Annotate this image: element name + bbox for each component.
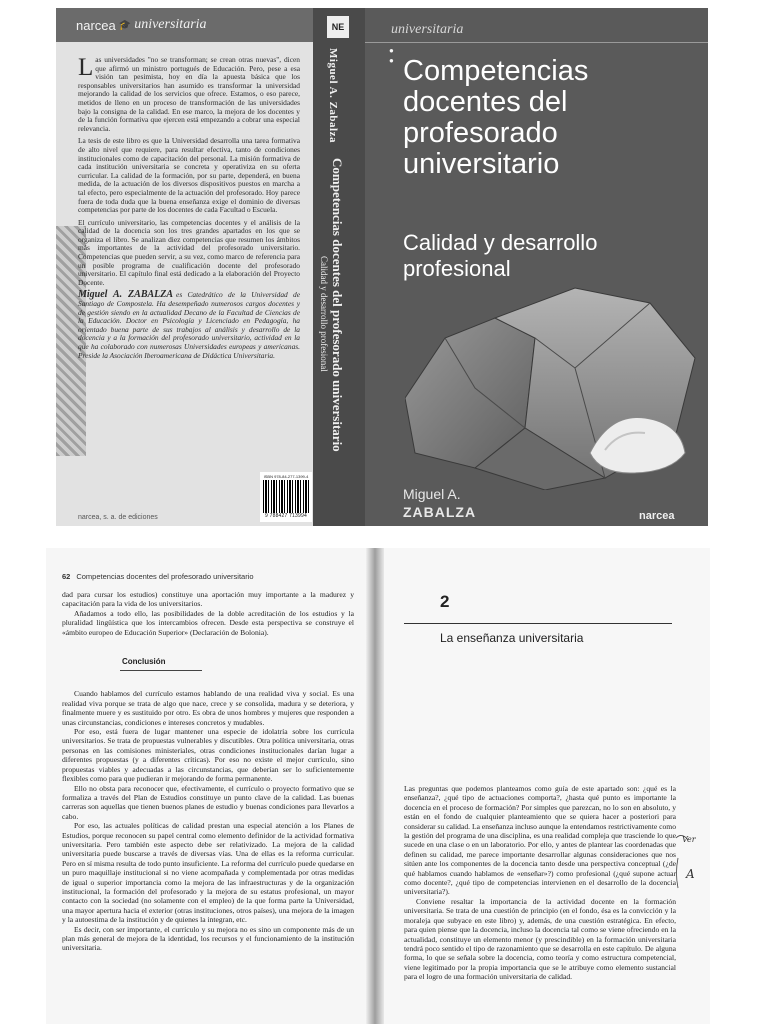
body-paragraph: Por eso, está fuera de lugar mantener una especie de idolatría sobre los currícula universitarios. Se trata de propuestas vulnerables y discutibles. Otra política universitaria, otras personas en las comisiones ministeriales, otras condiciones institucionales darían lugar a diferentes propuestas (y a diferentes críticas). Por eso no existe el mejor currículo, sino propuestas viables y adecuadas a las circunstancias, que deberían ser lo suficientemente flexibles como para que pudieran ir mejorando de forma permanente. [62, 727, 354, 784]
blurb-paragraph [78, 56, 300, 133]
book-spine [313, 8, 365, 526]
back-cover-blurb [78, 56, 300, 364]
spine-title: Competencias docentes del profesorado universitario [330, 158, 345, 452]
series-name: universitaria [134, 17, 207, 32]
spine-author: Miguel A. Zabalza [327, 48, 339, 143]
graduation-cap-icon: 🎓 [118, 19, 132, 31]
chapter-rule [404, 623, 672, 624]
left-page [46, 548, 374, 1024]
book-cover-scan [56, 8, 708, 526]
back-cover [56, 8, 313, 526]
barcode [260, 472, 312, 522]
body-paragraph: Cuando hablamos del currículo estamos hablando de una realidad viva y social. Es una realidad viva porque se trata de algo que nace, crece y se consolida, madura y se deteriora, y finalmente muere y es sustituido por otro. Es obra de unos hombres y mujeres que responden a unas circunstancias, condiciones e intereses concretos y mudables. [62, 689, 354, 727]
chapter-title: La enseñanza universitaria [440, 631, 584, 645]
author-name: Miguel A. ZABALZA [78, 289, 174, 301]
blurb-paragraph-text: as universidades "no se transforman; se crean otras nuevas", dicen que afirmó un ministro portugués de Educación. Pero, pese a esa visión tan pesimista, hoy en día la apuesta básica que los responsables universitarios han asumido es transformar la universidad mejorando la calidad de los servicios que ofrece. Estamos, o eso parece, metidos de lleno en un proceso de transformación de las universidades bajo la consigna de la calidad. En ese marco, la mejora de los docentes y de la función formativa que ejercen está empezando a cobrar una especial relevancia. [78, 55, 300, 133]
spine-subtitle: Calidad y desarrollo profesional [319, 256, 329, 372]
blurb-paragraph: La tesis de este libro es que la Universidad desarrolla una tarea formativa de alto nivel que requiere, para resultar efectiva, tanto de condiciones institucionales como de capacitación del personal. La misión formativa de cada institución universitaria se concreta y operativiza en su oferta curricular. La calidad de la formación, por su parte, dependerá, en buena medida, de la actuación de los diversos dispositivos puestos en marcha a tal efecto, pero especialmente de la actuación del profesorado. Hoy parece fuera de toda duda que la buena enseñanza exige el dominio de diversas competencias por parte de los docentes de cada Facultad o Escuela. [78, 136, 300, 215]
margin-note-text: Ver [682, 835, 696, 844]
body-paragraph: dad para cursar los estudios) constituye una aportación muy importante a la madurez y capacitación para la vida de los universitarios. [62, 590, 354, 609]
back-cover-header-bar [56, 8, 313, 42]
body-paragraph: Las preguntas que podemos planteamos como guía de este apartado son: ¿qué es la enseñanza?, ¿qué tipo de actuaciones comporta?, ¿hasta qué punto es importante la docencia en el proceso de formación? Por simples que parezcan, no lo son en absoluto, y están en el fondo de cualquier planteamiento que se quiera hacer a posteriori para considerar su calidad. La enseñanza incluso aunque la entendamos restrictivamente como la gestión del programa de una disciplina, es una realidad compleja que trasciende lo que sucede en una clase o en un laboratorio. Por ello, y antes de plantear las coordenadas que definen su calidad, me parece importante desarrollar algunas consideraciones que nos sitúen ante los componentes de la docencia tanto desde una perspectiva conceptual (¿de qué hablamos cuando hablamos de «enseñar»?) como profesional (¿qué supone actuar como docente?, ¿qué tipo de competencias intervienen en el desarrollo de la docencia universitaria?). [404, 784, 676, 897]
section-heading: Conclusión [122, 657, 166, 667]
book-subtitle: Calidad y desarrollo profesional [403, 230, 598, 281]
front-series-name: universitaria [391, 22, 464, 37]
isbn-text: ISBN 978-84-277-1399-4 [263, 474, 309, 479]
front-author-first: Miguel A. [403, 486, 461, 502]
right-page-body [404, 784, 676, 982]
publisher-brand: narcea [76, 17, 116, 33]
barcode-number: 9 788427 713994 [265, 513, 307, 519]
body-paragraph: Ello no obsta para reconocer que, efectivamente, el currículo o proyecto formativo que se formaliza a través del Plan de Estudios constituye un punto clave de la calidad. Las buenas carreras son aquellas que tienen buenos planes de estudio y buenas condiciones para llevarlos a cabo. [62, 783, 354, 821]
bullet-dots-icon: ● ● [389, 46, 394, 65]
section-rule [120, 670, 202, 671]
blurb-paragraph: El currículo universitario, las competencias docentes y el análisis de la calidad de la docencia son los tres grandes apartados en los que se organiza el libro. Se analizan diez competencias que resumen los ámbitos más importantes de la actividad del profesorado universitario. Competencias que pueden servir, a su vez, como marco de referencia para un posible programa de cualificación docente del profesorado universitario. El capítulo final está dedicado a la elaboración del Proyecto Docente. [78, 217, 300, 287]
book-title: Competencias docentes del profesorado universitario [403, 55, 589, 180]
book-gutter [366, 548, 384, 1024]
page-number: 62 [62, 572, 71, 581]
body-paragraph: Conviene resaltar la importancia de la actividad docente en la formación universitaria. Se trata de una cuestión de principio (en el fondo, ésa es la convicción y la moraleja que subyace en este libro) y, además, de una cuestión estratégica. En efecto, para quien piense que la docencia, incluso la docencia tal como se viene ofreciendo en la actualidad, constituye un elemento menor (y prescindible) en la formación universitaria tendrá poco sentido el tipo de razonamiento que se desarrolla en este capítulo. De alguna forma, lo que se señala sobre la docencia, como teoría y como estructura competencial, viene legitimado por la propia importancia que se le atribuye como elemento sustancial para el logro de una formación universitaria de calidad. [404, 896, 676, 982]
author-bio-text: es Catedrático de la Universidad de Santiago de Compostela. Ha desempeñado numerosos cargos docentes y de gestión siendo en la actualidad Decano de la Facultad de Ciencias de la Educación. Doctor en Psicología y Licenciado en Pedagogía, ha orientado buena parte de sus trabajos al análisis y desarrollo de la docencia y a la formación del profesorado universitario, actividad en la que ha colaborado con numerosas Universidades europeas y americanas. Preside la Asociación Iberoamericana de Didáctica Universitaria. [78, 290, 300, 360]
author-bio [78, 291, 300, 360]
open-book-scan [46, 548, 710, 1024]
front-author-last: ZABALZA [403, 504, 477, 520]
series-divider [365, 42, 708, 43]
body-paragraph: Es decir, con ser importante, el currículo y su mejora no es sino un componente más de un plan más general de mejora de la identidad, los recursos y el funcionamiento de la institución universitaria. [62, 924, 354, 953]
front-cover [365, 8, 708, 526]
stone-illustration [405, 278, 705, 490]
margin-note-text: A [686, 867, 695, 881]
right-page [384, 548, 710, 1024]
running-head [62, 572, 254, 581]
handwritten-margin-notes [674, 828, 710, 908]
barcode-lines [263, 480, 309, 513]
chapter-number: 2 [440, 592, 450, 611]
front-publisher: narcea [639, 510, 675, 522]
running-head-title: Competencias docentes del profesorado universitario [76, 572, 254, 581]
left-page-body [62, 590, 354, 953]
body-paragraph: Por eso, las actuales políticas de calidad prestan una especial atención a los Planes de Estudios, porque reconocen su papel central como elemento definidor de la actividad formativa universitaria. Pero también este aspecto debe ser relativizado. La mejora de la calidad universitaria puede buscarse a través de diversas vías. Una de ellas es la reforma curricular. Pero en sí misma resulta de todo punto insuficiente. La reforma del currículo puede quedarse en un puro maquillaje institucional si no viene acompañada y complementada por otras medidas de igual o superior importancia como la mejora de las infraestructuras y de la organización institucional, la formación del profesorado y la mejora de su estatus profesional, un mayor contacto con la sociedad (no solamente con el empleo) de la que forma parte la Universidad, una mayor apertura hacia el exterior (otras instituciones, otros países), una mejora de la imagen y la autoestima de la institución y de quienes la integran, etc. [62, 821, 354, 925]
body-paragraph: Añadamos a todo ello, las posibilidades de la doble acreditación de los estudios y la pluralidad lingüística que los intercambios ofrecen. Desde esta perspectiva se construye el «ámbito europeo de Educación Superior» (Declaración de Bolonia). [62, 608, 354, 637]
drop-cap: L [78, 54, 94, 81]
back-cover-footer: narcea, s. a. de ediciones [78, 514, 158, 521]
publisher-logo: NE [327, 16, 349, 38]
